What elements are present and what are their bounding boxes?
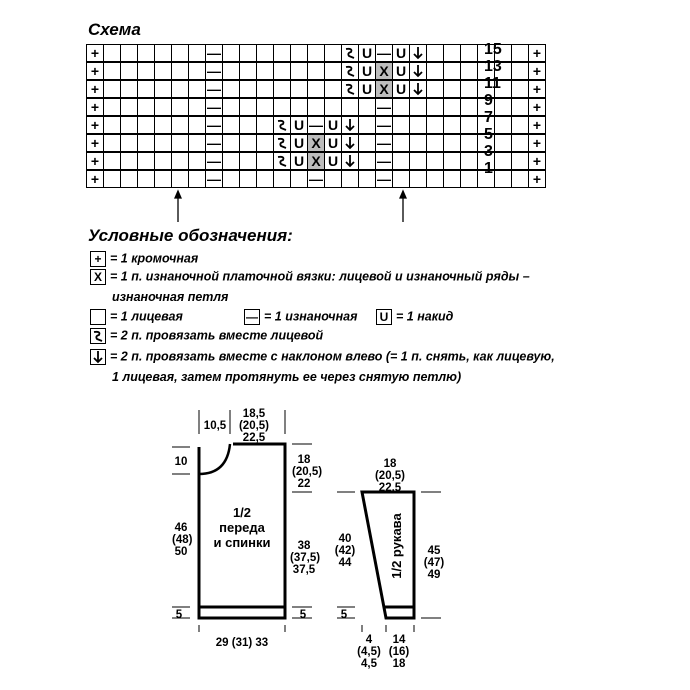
edge-stitch-cell: + (86, 116, 104, 134)
legend-edge: + = 1 кромочная (90, 251, 198, 267)
row-number: 1 (484, 160, 493, 177)
repeat-arrows (175, 191, 406, 222)
row-number: 3 (484, 143, 493, 160)
purl-cell: — (207, 63, 221, 79)
edge-stitch-cell: + (528, 134, 546, 152)
edge-stitch-cell: + (528, 62, 546, 80)
row-number: 15 (484, 41, 502, 58)
purl-cell: — (207, 135, 221, 151)
row-number: 11 (484, 75, 501, 92)
edge-stitch-cell: + (86, 170, 104, 188)
neck-depth: 10 (174, 456, 188, 468)
row-number: 9 (484, 92, 493, 109)
neck-width: 10,5 (203, 420, 227, 432)
sleeve-top-width: 18 (20,5) 22,5 (374, 458, 406, 494)
yarn-over-cell: U (392, 44, 410, 62)
legend-knit: = 1 лицевая (90, 309, 183, 325)
body-rib-left: 5 (175, 609, 183, 621)
edge-stitch-cell: + (528, 152, 546, 170)
yarn-over-cell: U (358, 44, 376, 62)
edge-stitch-cell: + (86, 152, 104, 170)
purl-cell: — (377, 171, 391, 187)
yarn-over-cell: U (358, 80, 376, 98)
legend-title: Условные обозначения: (88, 226, 293, 245)
body-rib-right: 5 (299, 609, 307, 621)
sleeve-cuff-width: 14 (16) 18 (388, 634, 410, 670)
legend-garter-line2: изнаночная петля (112, 290, 229, 304)
purl-cell: — (309, 171, 323, 187)
edge-stitch-cell: + (86, 98, 104, 116)
garter-cell: X (375, 80, 393, 98)
edge-stitch-cell: + (528, 98, 546, 116)
legend-ssk-line2: 1 лицевая, затем протянуть ее через снятую петлю) (112, 370, 462, 384)
edge-stitch-cell: + (528, 44, 546, 62)
legend-ssk: = 2 п. провязать вместе с наклоном влево (= 1 п. снять, как лицевую, (90, 349, 555, 365)
edge-stitch-cell: + (528, 116, 546, 134)
shoulder-width: 18,5 (20,5) 22,5 (238, 408, 270, 444)
legend-k2tog: = 2 п. провязать вместе лицевой (90, 328, 323, 344)
purl-cell: — (207, 171, 221, 187)
edge-stitch-cell: + (528, 170, 546, 188)
decrease-arrow-icon (90, 349, 106, 365)
legend-purl: — = 1 изнаночная (246, 309, 358, 324)
edge-stitch-cell: + (86, 44, 104, 62)
purl-cell: — (377, 45, 391, 61)
body-width: 29 (31) 33 (215, 637, 269, 649)
yarn-over-cell: U (392, 80, 410, 98)
sleeve-cuff-offset: 4 (4,5) 4,5 (357, 634, 381, 670)
sleeve-left-length: 40 (42) 44 (334, 533, 356, 569)
edge-stitch-cell: + (86, 80, 104, 98)
purl-cell: — (309, 117, 323, 133)
purl-cell: — (377, 135, 391, 151)
row-number: 13 (484, 58, 502, 75)
yarn-over-cell: U (358, 62, 376, 80)
garter-cell: X (307, 152, 325, 170)
edge-stitch-cell: + (86, 62, 104, 80)
yarn-over-cell: U (290, 134, 308, 152)
yarn-over-cell: U (290, 152, 308, 170)
body-piece-label: 1/2 переда и спинки (213, 505, 271, 550)
side-length: 38 (37,5) 37,5 (290, 540, 321, 576)
purl-cell: — (207, 153, 221, 169)
k2tog-icon (90, 328, 106, 344)
edge-stitch-cell: + (86, 134, 104, 152)
garter-cell: X (375, 62, 393, 80)
body-length: 46 (48) 50 (172, 522, 193, 558)
sleeve-right-length: 45 (47) 49 (423, 545, 445, 581)
chart-title: Схема (88, 20, 141, 39)
yarn-over-cell: U (392, 62, 410, 80)
purl-cell: — (377, 117, 391, 133)
purl-cell: — (207, 117, 221, 133)
yarn-over-cell: U (324, 116, 342, 134)
row-number: 5 (484, 126, 493, 143)
legend-garter: X = 1 п. изнаночной платочной вязки: лицевой и изнаночный ряды – (90, 269, 530, 285)
yarn-over-cell: U (290, 116, 308, 134)
purl-cell: — (207, 81, 221, 97)
legend-yarnover: U = 1 накид (376, 309, 453, 325)
sleeve-rib: 5 (340, 609, 348, 621)
row-number: 7 (484, 109, 493, 126)
garter-cell: X (307, 134, 325, 152)
purl-cell: — (207, 45, 221, 61)
purl-cell: — (207, 99, 221, 115)
sleeve-piece-label: 1/2 рукава (389, 513, 404, 579)
purl-cell: — (377, 153, 391, 169)
armhole-depth: 18 (20,5) 22 (292, 454, 323, 490)
purl-cell: — (377, 99, 391, 115)
yarn-over-cell: U (324, 152, 342, 170)
yarn-over-cell: U (324, 134, 342, 152)
edge-stitch-cell: + (528, 80, 546, 98)
